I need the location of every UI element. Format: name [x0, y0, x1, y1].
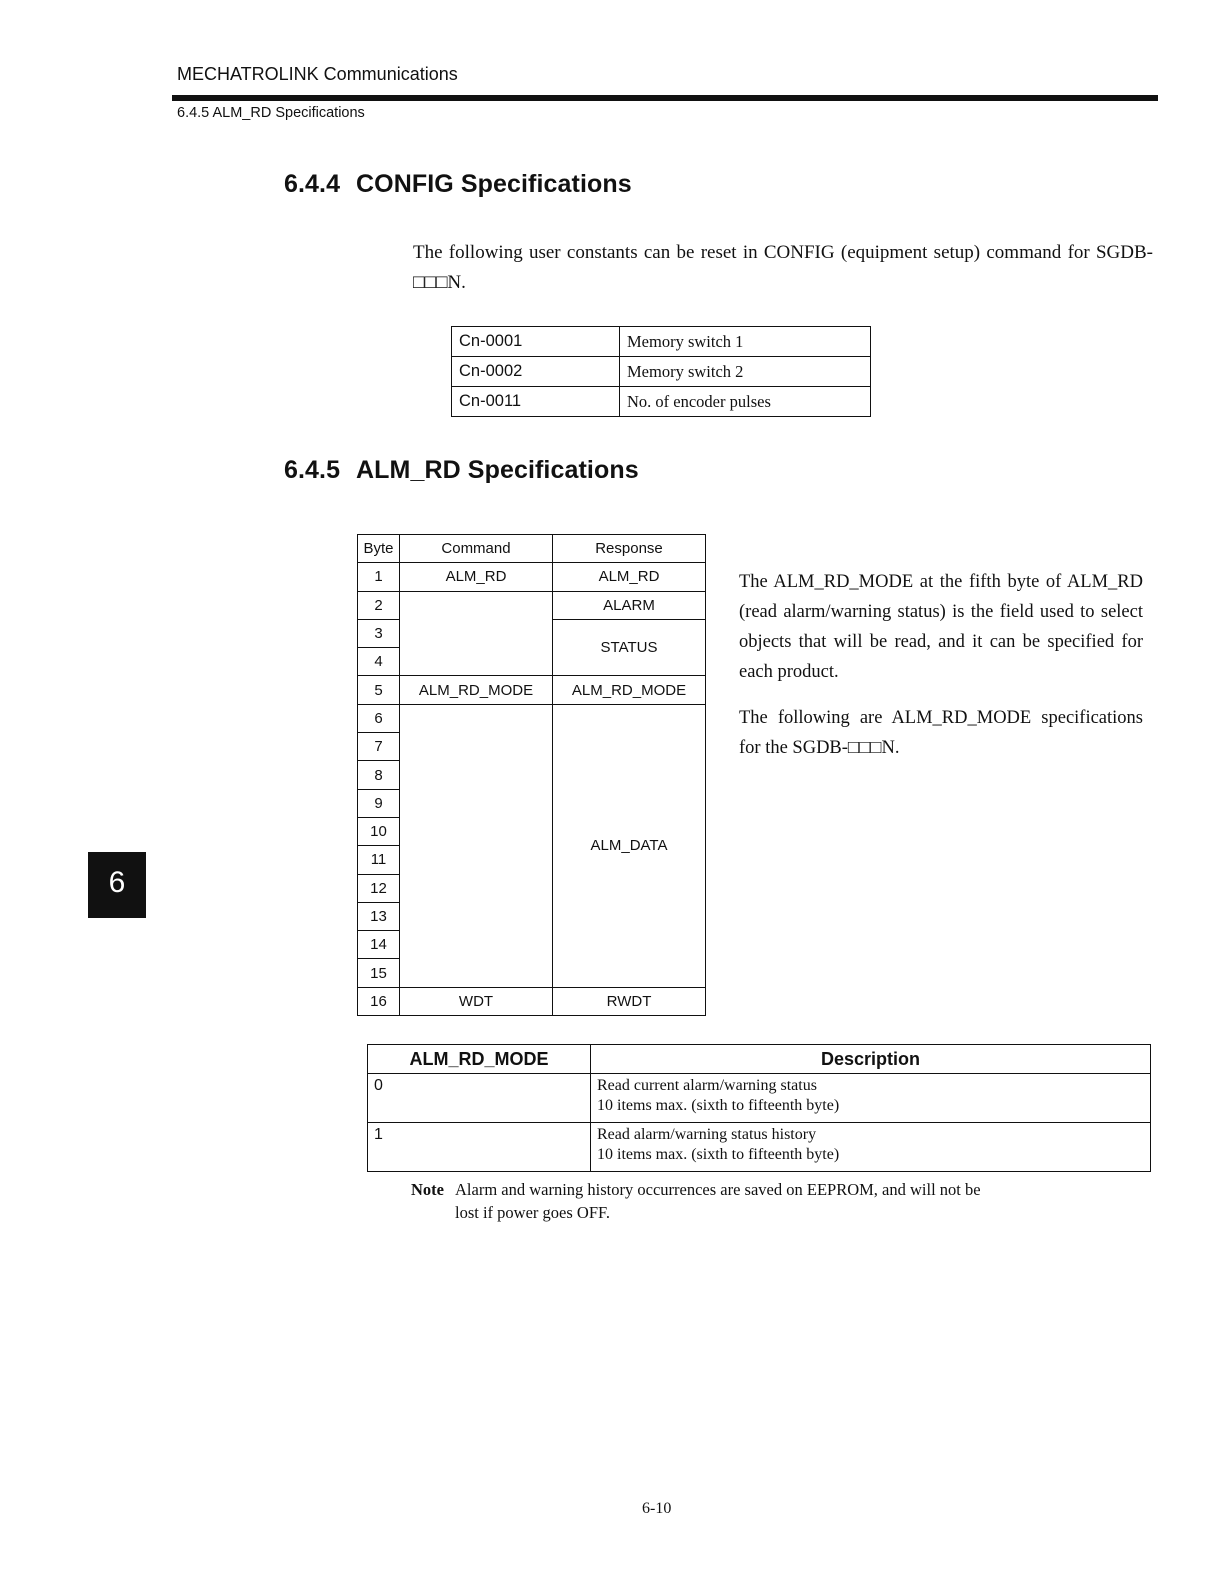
byte-number: 11	[358, 846, 400, 874]
mode-value: 1	[368, 1123, 591, 1172]
byte-number: 10	[358, 817, 400, 845]
mode-description	[591, 1123, 1151, 1172]
alm-rd-frame-table	[357, 534, 706, 1016]
byte-number: 6	[358, 704, 400, 732]
note-text-continued: lost if power goes OFF.	[455, 1203, 610, 1222]
note-text: Alarm and warning history occurrences are saved on EEPROM, and will not be	[455, 1180, 981, 1199]
running-title: MECHATROLINK Communications	[177, 64, 458, 84]
table-row	[358, 704, 706, 732]
header-response: Response	[553, 535, 706, 563]
config-constants-table	[451, 326, 871, 417]
alm-rd-mode-table	[367, 1044, 1151, 1172]
byte-number: 15	[358, 959, 400, 987]
response-cell: STATUS	[553, 619, 706, 676]
mode-description	[591, 1074, 1151, 1123]
byte-number: 3	[358, 619, 400, 647]
header-description: Description	[591, 1045, 1151, 1074]
byte-number: 5	[358, 676, 400, 704]
response-cell: ALM_RD	[553, 563, 706, 591]
byte-number: 13	[358, 902, 400, 930]
command-cell: ALM_RD	[400, 563, 553, 591]
header-command: Command	[400, 535, 553, 563]
alm-rd-section-number: 6.4.5	[284, 456, 341, 484]
table-row	[358, 591, 706, 619]
config-section-title: CONFIG Specifications	[356, 170, 632, 198]
table-row	[358, 676, 706, 704]
table-row	[368, 1074, 1151, 1123]
chapter-tab: 6	[88, 852, 146, 918]
constant-description: Memory switch 1	[620, 327, 871, 357]
response-cell: RWDT	[553, 987, 706, 1015]
config-intro-paragraph: The following user constants can be reset in CONFIG (equipment setup) command for SGDB-□□□N.	[413, 242, 1153, 293]
byte-number: 14	[358, 931, 400, 959]
table-row	[368, 1123, 1151, 1172]
section-reference: 6.4.5 ALM_RD Specifications	[177, 105, 365, 121]
byte-number: 2	[358, 591, 400, 619]
table-row	[358, 563, 706, 591]
command-empty-cell	[400, 591, 553, 676]
description-line: 10 items max. (sixth to fifteenth byte)	[597, 1097, 840, 1114]
config-section-heading	[284, 170, 632, 199]
command-cell: WDT	[400, 987, 553, 1015]
constant-description: No. of encoder pulses	[620, 387, 871, 417]
description-line: Read current alarm/warning status	[597, 1077, 817, 1094]
byte-number: 4	[358, 648, 400, 676]
constant-code: Cn-0001	[452, 327, 620, 357]
byte-number: 8	[358, 761, 400, 789]
table-row	[368, 1045, 1151, 1074]
byte-number: 12	[358, 874, 400, 902]
byte-number: 9	[358, 789, 400, 817]
header-byte: Byte	[358, 535, 400, 563]
header-mode: ALM_RD_MODE	[368, 1045, 591, 1074]
description-line: Read alarm/warning status history	[597, 1126, 817, 1143]
table-row	[358, 535, 706, 563]
alm-rd-section-title: ALM_RD Specifications	[356, 456, 639, 484]
table-row	[452, 357, 871, 387]
response-cell: ALM_DATA	[553, 704, 706, 987]
explanation-paragraph: The following are ALM_RD_MODE specifications for the SGDB-□□□N.	[739, 708, 1143, 758]
page-number: 6-10	[642, 1500, 672, 1517]
constant-code: Cn-0002	[452, 357, 620, 387]
header-rule	[172, 95, 1158, 101]
explanation-paragraph: The ALM_RD_MODE at the fifth byte of ALM_RD (read alarm/warning status) is the field used to select objects that will be read, and it can be specified for each product.	[739, 572, 1143, 682]
table-row	[452, 387, 871, 417]
description-line: 10 items max. (sixth to fifteenth byte)	[597, 1146, 840, 1163]
table-row	[452, 327, 871, 357]
command-empty-cell	[400, 704, 553, 987]
command-cell: ALM_RD_MODE	[400, 676, 553, 704]
table-row	[358, 987, 706, 1015]
note	[411, 1178, 1031, 1224]
constant-description: Memory switch 2	[620, 357, 871, 387]
alm-rd-mode-explanation	[739, 567, 1143, 779]
byte-number: 16	[358, 987, 400, 1015]
response-cell: ALM_RD_MODE	[553, 676, 706, 704]
byte-number: 7	[358, 733, 400, 761]
note-label: Note	[411, 1180, 444, 1199]
byte-number: 1	[358, 563, 400, 591]
constant-code: Cn-0011	[452, 387, 620, 417]
alm-rd-section-heading	[284, 456, 639, 485]
response-cell: ALARM	[553, 591, 706, 619]
config-section-number: 6.4.4	[284, 170, 341, 198]
mode-value: 0	[368, 1074, 591, 1123]
